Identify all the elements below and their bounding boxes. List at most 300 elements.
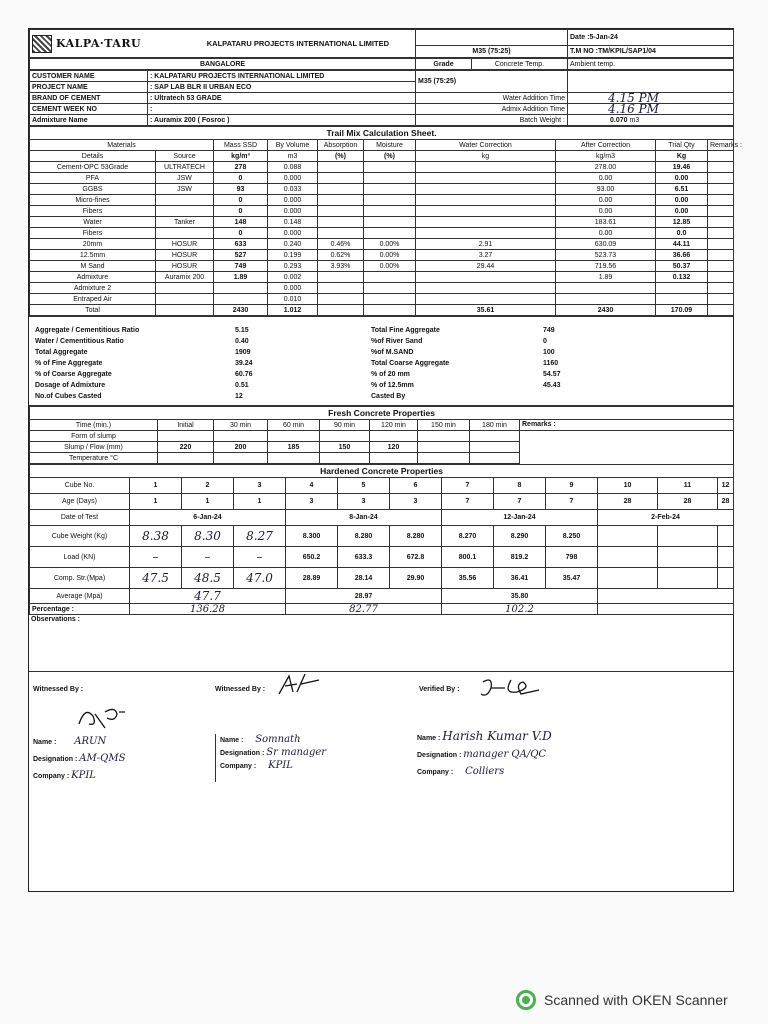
trial-cell (416, 173, 556, 184)
average-label: Average (Mpa) (30, 589, 130, 604)
unit-kg-trial: Kg (656, 151, 708, 162)
trial-cell (364, 272, 416, 283)
trial-cell: 0.033 (268, 184, 318, 195)
trial-cell: 0.000 (268, 173, 318, 184)
ratio-value: 39.24 (235, 360, 253, 367)
trial-cell: Water (30, 217, 156, 228)
trial-cell: 0.148 (268, 217, 318, 228)
trial-row (30, 206, 734, 217)
source-head: Source (156, 151, 214, 162)
trial-cell: 0.00% (364, 239, 416, 250)
by-volume-head: By Volume (268, 140, 318, 151)
trial-cell: 278 (214, 162, 268, 173)
test-report-sheet (28, 28, 742, 892)
trial-cell: 12.5mm (30, 250, 156, 261)
trial-cell: ULTRATECH (156, 162, 214, 173)
cube-no: 1 (130, 478, 182, 494)
unit-pct-moist: (%) (364, 151, 416, 162)
strength-value: 29.90 (390, 568, 442, 589)
batch-weight-value: 0.070 (610, 116, 628, 124)
cement-label: BRAND OF CEMENT (30, 93, 148, 104)
trial-cell: 29.44 (416, 261, 556, 272)
cube-no: 7 (442, 478, 494, 494)
strength-pad (658, 568, 718, 589)
trial-cell (318, 283, 364, 294)
trial-qty-head: Trial Qty (656, 140, 708, 151)
signature-3-icon (477, 674, 557, 702)
ratio-row (33, 325, 723, 336)
trial-cell: 0.62% (318, 250, 364, 261)
trial-cell: Micro-fines (30, 195, 156, 206)
trial-cell (318, 195, 364, 206)
trial-cell: 0.00% (364, 250, 416, 261)
percentage-row (30, 604, 734, 615)
trial-row (30, 250, 734, 261)
trial-cell: 19.46 (656, 162, 708, 173)
cube-weight: 8.27 (234, 526, 286, 547)
p2-desig-label: Designation : (220, 750, 265, 757)
fresh-cell (320, 431, 370, 442)
ratio-value-right: 45.43 (543, 382, 561, 389)
cube-no-row (30, 478, 734, 494)
trial-cell (364, 283, 416, 294)
trial-cell (416, 206, 556, 217)
trial-cell: 278.00 (556, 162, 656, 173)
p1-company: KPIL (71, 770, 96, 781)
trial-cell: JSW (156, 184, 214, 195)
water-correction-head: Water Correction (416, 140, 556, 151)
trial-cell (156, 294, 214, 305)
120min-head: 120 min (370, 420, 418, 431)
trial-cell: 148 (214, 217, 268, 228)
trial-cell: Fibers (30, 228, 156, 239)
ratio-label: % of Coarse Aggregate (35, 371, 112, 378)
trial-cell (416, 217, 556, 228)
fresh-title: Fresh Concrete Properties (30, 407, 734, 420)
person-1-block (33, 734, 125, 785)
trial-cell: 44.11 (656, 239, 708, 250)
fresh-row (30, 453, 734, 464)
trial-cell: JSW (156, 173, 214, 184)
cube-no: 2 (182, 478, 234, 494)
percentage-1: 136.28 (130, 604, 286, 615)
fresh-cell (214, 453, 268, 464)
trial-cell (318, 173, 364, 184)
p3-company: Colliers (465, 766, 505, 777)
trial-cell (318, 184, 364, 195)
remarks-head: Remarks : (708, 140, 734, 151)
trial-remarks-cell (708, 162, 734, 173)
load-value: – (182, 547, 234, 568)
trial-remarks-cell (708, 228, 734, 239)
percentage-3: 102.2 (442, 604, 598, 615)
trial-cell: 3.93% (318, 261, 364, 272)
trial-remarks-cell (708, 173, 734, 184)
fresh-cell (158, 431, 214, 442)
fresh-cell (268, 453, 320, 464)
trial-cell: 0 (214, 173, 268, 184)
trial-cell: 0.00 (656, 206, 708, 217)
trial-row (30, 184, 734, 195)
trial-cell (416, 195, 556, 206)
observations-label: Observations : (31, 616, 81, 623)
trial-cell: 0.000 (268, 228, 318, 239)
test-date-2: 8-Jan-24 (286, 510, 442, 526)
age-days: 7 (494, 494, 546, 510)
trial-row (30, 195, 734, 206)
grade-value: M35 (75:25) (416, 71, 568, 93)
ratio-value: 12 (235, 393, 243, 400)
age-days: 3 (390, 494, 442, 510)
cube-no-label: Cube No. (30, 478, 130, 494)
trial-cell: Auramix 200 (156, 272, 214, 283)
trial-remarks-cell (708, 239, 734, 250)
fresh-row (30, 431, 734, 442)
trial-cell (318, 217, 364, 228)
trial-cell (318, 272, 364, 283)
customer-label: CUSTOMER NAME (30, 71, 148, 82)
trial-cell: 170.09 (656, 305, 708, 316)
30min-head: 30 min (214, 420, 268, 431)
ratio-value: 60.76 (235, 371, 253, 378)
ratio-label: Total Aggregate (35, 349, 88, 356)
fresh-cell (418, 453, 470, 464)
company-cell (30, 30, 416, 58)
trial-cell: Tanker (156, 217, 214, 228)
ratio-value: 0.51 (235, 382, 249, 389)
grade-label: Grade (416, 59, 472, 70)
admixture-label: Admixture Name (30, 115, 148, 126)
cube-weight: 8.38 (130, 526, 182, 547)
trial-row (30, 217, 734, 228)
ratio-value-right: 0 (543, 338, 547, 345)
trial-cell (364, 206, 416, 217)
trial-remarks-cell (708, 294, 734, 305)
load-value: 633.3 (338, 547, 390, 568)
age-days: 1 (234, 494, 286, 510)
trial-cell (156, 283, 214, 294)
scanner-footer (516, 990, 728, 1010)
trial-cell (416, 162, 556, 173)
after-correction-head: After Correction (556, 140, 656, 151)
witness-1-label: Witnessed By : (33, 686, 84, 693)
trial-remarks-cell (708, 250, 734, 261)
trial-cell: 12.85 (656, 217, 708, 228)
trial-cell: 0.46% (318, 239, 364, 250)
average-2: 28.97 (286, 589, 442, 604)
unit-m3: m3 (268, 151, 318, 162)
load-pad (658, 547, 718, 568)
ratio-label-right: Total Coarse Aggregate (371, 360, 450, 367)
project-label: PROJECT NAME (30, 82, 148, 93)
trial-cell: 0.293 (268, 261, 318, 272)
age-label: Age (Days) (30, 494, 130, 510)
trial-cell (656, 294, 708, 305)
ratio-label: % of Fine Aggregate (35, 360, 103, 367)
ratio-label-right: %of M.SAND (371, 349, 414, 356)
ratio-value-right: 100 (543, 349, 555, 356)
signature-1-icon (75, 704, 135, 730)
trial-cell: 0.00 (556, 195, 656, 206)
weight-pad (658, 526, 718, 547)
p1-designation: AM-QMS (79, 753, 126, 764)
remarks-blank (708, 151, 734, 162)
fresh-cell (418, 442, 470, 453)
trial-cell (364, 184, 416, 195)
trial-cell (556, 283, 656, 294)
trial-cell: 0.000 (268, 283, 318, 294)
trial-cell: 633 (214, 239, 268, 250)
fresh-cell (320, 453, 370, 464)
load-value: 672.8 (390, 547, 442, 568)
p1-name-label: Name : (33, 739, 57, 746)
load-label: Load (KN) (30, 547, 130, 568)
header-table (29, 29, 734, 58)
trial-cell (416, 294, 556, 305)
header-blank (416, 30, 568, 46)
p3-company-label: Company : (417, 769, 454, 776)
load-pad (718, 547, 734, 568)
trial-cell: 0.00 (556, 173, 656, 184)
strength-pad (598, 568, 658, 589)
trial-cell: 0.00 (656, 173, 708, 184)
cube-weight: 8.270 (442, 526, 494, 547)
water-time-label: Water Addition Time (416, 93, 568, 104)
trial-cell: 0.00 (556, 228, 656, 239)
trial-remarks-cell (708, 217, 734, 228)
trial-cell: 0.00 (656, 195, 708, 206)
trial-cell (318, 305, 364, 316)
cube-weight-label: Cube Weight (Kg) (30, 526, 130, 547)
strength-value: 47.5 (130, 568, 182, 589)
trial-cell: Admixture (30, 272, 156, 283)
percentage-4 (598, 604, 734, 615)
ratio-row (33, 391, 723, 402)
percentage-2: 82.77 (286, 604, 442, 615)
trial-cell (318, 206, 364, 217)
trial-cell: 527 (214, 250, 268, 261)
fresh-cell (214, 431, 268, 442)
trial-row (30, 283, 734, 294)
strength-value: 48.5 (182, 568, 234, 589)
trial-remarks-cell (708, 195, 734, 206)
p3-desig-label: Designation : (417, 752, 462, 759)
trial-cell: 93 (214, 184, 268, 195)
cube-weight-row (30, 526, 734, 547)
trial-cell (364, 173, 416, 184)
ratio-row (33, 358, 723, 369)
trial-cell: 1.012 (268, 305, 318, 316)
logo-icon (32, 35, 52, 53)
trial-remarks-cell (708, 261, 734, 272)
trial-cell: 0.0 (656, 228, 708, 239)
trial-row (30, 305, 734, 316)
trial-cell: 183.61 (556, 217, 656, 228)
trial-cell (156, 305, 214, 316)
trial-cell: 630.09 (556, 239, 656, 250)
trial-cell: Fibers (30, 206, 156, 217)
batch-weight-unit: m3 (629, 116, 640, 124)
strength-value: 36.41 (494, 568, 546, 589)
logo-text: KALPA·TARU (56, 37, 142, 50)
date-value: 5-Jan-24 (589, 33, 618, 41)
cube-weight: 8.300 (286, 526, 338, 547)
ratio-label-right: Total Fine Aggregate (371, 327, 440, 334)
trial-cell (318, 162, 364, 173)
strength-value: 47.0 (234, 568, 286, 589)
180min-head: 180 min (470, 420, 520, 431)
trial-cell: 0.000 (268, 206, 318, 217)
trial-remarks-cell (708, 184, 734, 195)
water-time-value: 4.15 PM (568, 93, 734, 104)
p3-designation: manager QA/QC (463, 749, 547, 760)
fresh-cell (470, 431, 520, 442)
fresh-cell (370, 453, 418, 464)
cube-weight: 8.290 (494, 526, 546, 547)
average-1: 47.7 (130, 589, 286, 604)
trial-cell: 2.91 (416, 239, 556, 250)
trial-cell (318, 228, 364, 239)
trial-remarks-cell (708, 283, 734, 294)
ratio-label: No.of Cubes Casted (35, 393, 102, 400)
p2-company: KPIL (268, 760, 293, 771)
fresh-cell (158, 453, 214, 464)
units-row (30, 151, 734, 162)
ratio-label-right: Casted By (371, 393, 406, 400)
strength-value: 28.14 (338, 568, 390, 589)
customer-value: : KALPATARU PROJECTS INTERNATIONAL LIMITED (148, 71, 416, 82)
cube-no: 12 (718, 478, 734, 494)
trial-row (30, 162, 734, 173)
date-test-label: Date of Test (30, 510, 130, 526)
age-days: 28 (598, 494, 658, 510)
admixture-value: : Auramix 200 ( Fosroc ) (148, 115, 416, 126)
trial-cell: GGBS (30, 184, 156, 195)
age-days: 3 (338, 494, 390, 510)
p2-designation: Sr manager (266, 747, 327, 758)
trial-row (30, 173, 734, 184)
trial-cell (416, 283, 556, 294)
trial-cell (364, 195, 416, 206)
load-pad (598, 547, 658, 568)
verified-by-label: Verified By : (419, 686, 460, 693)
strength-value: 28.89 (286, 568, 338, 589)
trial-cell: 0.088 (268, 162, 318, 173)
ratio-row (33, 369, 723, 380)
fresh-cell: 120 (370, 442, 418, 453)
trial-row (30, 228, 734, 239)
age-days: 28 (658, 494, 718, 510)
ratio-value-right (541, 391, 723, 402)
grade-code: M35 (75:25) (416, 45, 568, 57)
cube-no: 6 (390, 478, 442, 494)
trial-cell: 0.240 (268, 239, 318, 250)
trial-cell (214, 294, 268, 305)
trial-cell: 0.00% (364, 261, 416, 272)
age-days: 7 (546, 494, 598, 510)
trial-cell: 93.00 (556, 184, 656, 195)
90min-head: 90 min (320, 420, 370, 431)
trial-cell (416, 184, 556, 195)
trial-cell: HOSUR (156, 261, 214, 272)
trial-cell: 719.56 (556, 261, 656, 272)
trial-cell: 0.000 (268, 195, 318, 206)
trial-cell: HOSUR (156, 239, 214, 250)
strength-label: Comp. Str.(Mpa) (30, 568, 130, 589)
trial-cell (416, 228, 556, 239)
load-value: – (234, 547, 286, 568)
trial-mix-body (30, 162, 734, 316)
trial-cell: Total (30, 305, 156, 316)
cement-week-value: : (148, 104, 416, 115)
test-date-3: 12-Jan-24 (442, 510, 598, 526)
trial-cell: 35.61 (416, 305, 556, 316)
grade-row-table (29, 58, 734, 70)
trial-remarks-cell (708, 305, 734, 316)
ratio-label: Dosage of Admixture (35, 382, 106, 389)
oken-scanner-icon (516, 990, 536, 1010)
cube-no: 8 (494, 478, 546, 494)
time-head: Time (min.) (30, 420, 158, 431)
cube-no: 3 (234, 478, 286, 494)
ratio-value-right: 1160 (543, 360, 559, 367)
tm-number: T.M NO :TM/KPIL/SAP1/04 (568, 45, 734, 57)
p2-name-label: Name : (220, 737, 244, 744)
p3-name-label: Name : (417, 735, 441, 742)
ratios-table (33, 325, 723, 402)
concrete-temp-label: Concrete Temp. (472, 59, 568, 70)
strength-pad (718, 568, 734, 589)
moisture-head: Moisture (364, 140, 416, 151)
trial-cell (156, 206, 214, 217)
absorption-head: Absorption (318, 140, 364, 151)
trial-cell: 0 (214, 206, 268, 217)
strength-row (30, 568, 734, 589)
trial-remarks-cell (708, 272, 734, 283)
percentage-label: Percentage : (30, 604, 130, 615)
fresh-cell: 150 (320, 442, 370, 453)
load-value: 798 (546, 547, 598, 568)
load-value: 650.2 (286, 547, 338, 568)
trial-cell: 36.66 (656, 250, 708, 261)
trial-cell (364, 305, 416, 316)
cement-value: : Ultratech 53 GRADE (148, 93, 416, 104)
trial-cell (364, 217, 416, 228)
trial-cell: 0.00 (556, 206, 656, 217)
trial-mix-table (29, 126, 742, 316)
ambient-temp-label: Ambient temp. (568, 59, 734, 70)
fresh-cell (268, 431, 320, 442)
signatures-area (29, 671, 733, 842)
p2-name: Somnath (255, 734, 301, 745)
unit-pct-abs: (%) (318, 151, 364, 162)
details-head: Details (30, 151, 156, 162)
age-days: 7 (442, 494, 494, 510)
grade-blank (568, 71, 734, 93)
cube-weight: 8.250 (546, 526, 598, 547)
weight-pad (598, 526, 658, 547)
batch-weight-label: Batch Weight : (416, 115, 568, 126)
fresh-row (30, 442, 734, 453)
trial-cell: 523.73 (556, 250, 656, 261)
p2-company-label: Company : (220, 763, 257, 770)
weight-pad (718, 526, 734, 547)
fresh-cell (470, 453, 520, 464)
trial-cell (364, 228, 416, 239)
fresh-cell (370, 431, 418, 442)
fresh-concrete-table (29, 406, 734, 464)
admix-time-value: 4.16 PM (568, 104, 734, 115)
